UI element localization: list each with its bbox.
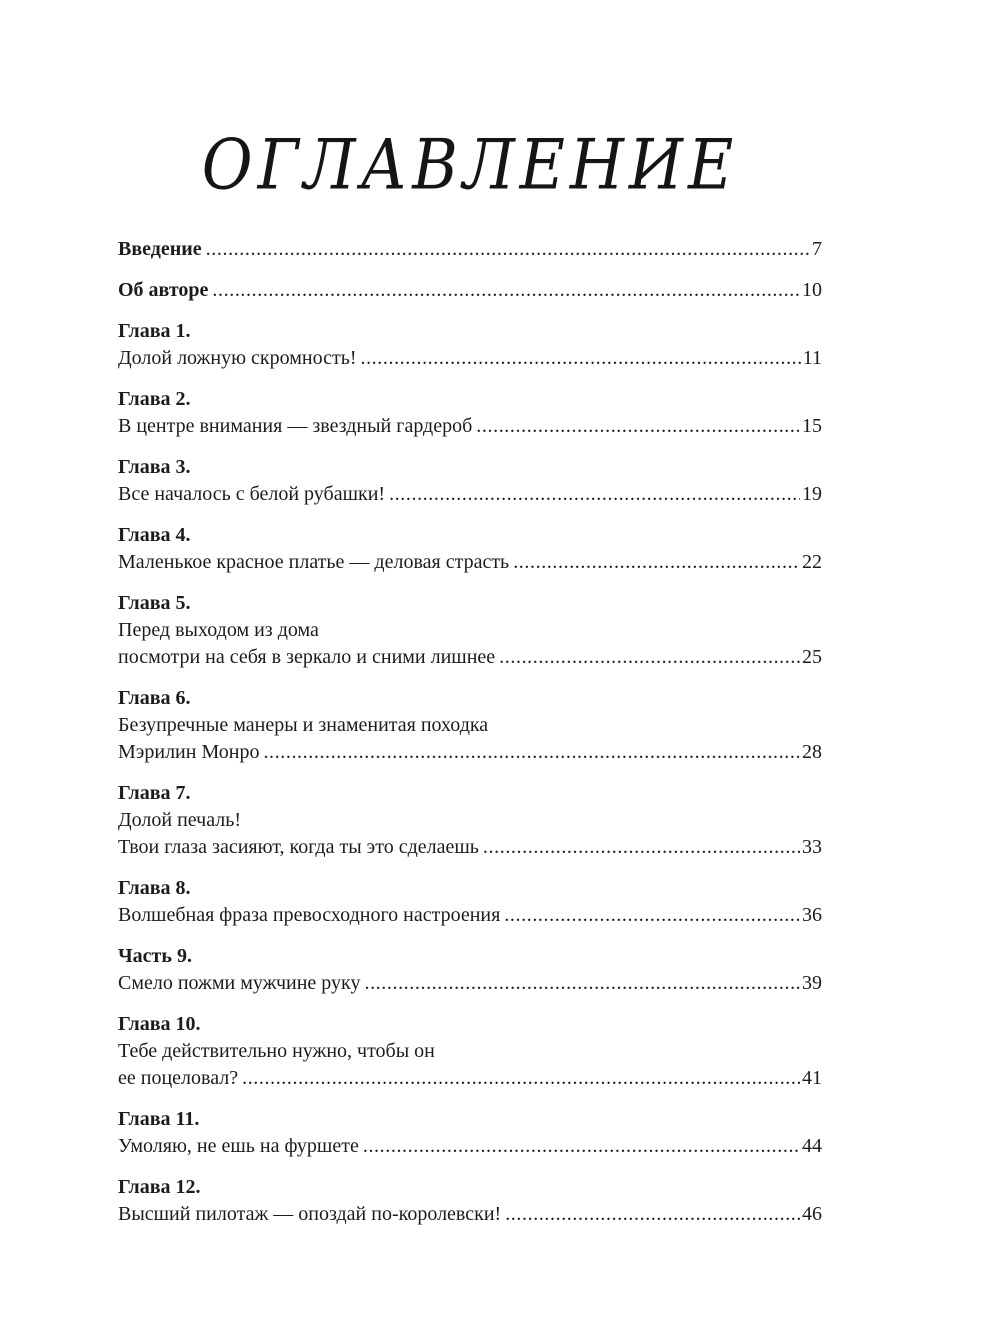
- chapter-title-line: Безупречные манеры и знаменитая походка: [118, 714, 489, 736]
- page-number: 44: [802, 1135, 822, 1157]
- chapter-title: Волшебная фраза превосходного настроения: [118, 904, 501, 926]
- page-number: 10: [802, 279, 822, 301]
- dot-leader: [476, 413, 800, 440]
- dot-leader: [364, 970, 800, 997]
- toc-entry[interactable]: [118, 318, 822, 372]
- chapter-label: Глава 5.: [118, 592, 191, 614]
- dot-leader: [363, 1133, 800, 1160]
- table-of-contents: [118, 236, 822, 1228]
- chapter-label: Глава 2.: [118, 388, 191, 410]
- chapter-title: посмотри на себя в зеркало и сними лишнее: [118, 646, 496, 668]
- chapter-title: Маленькое красное платье — деловая страсть: [118, 551, 510, 573]
- chapter-title: Твои глаза засияют, когда ты это сделаешь: [118, 836, 479, 858]
- chapter-label: Глава 7.: [118, 782, 191, 804]
- page-number: 41: [802, 1067, 822, 1089]
- toc-row: [118, 739, 822, 766]
- dot-leader: [389, 481, 800, 508]
- toc-entry[interactable]: [118, 590, 822, 671]
- page-number: 25: [802, 646, 822, 668]
- toc-entry[interactable]: [118, 236, 822, 263]
- toc-row: [118, 481, 822, 508]
- chapter-label: Глава 11.: [118, 1108, 200, 1130]
- chapter-title-line: Тебе действительно нужно, чтобы он: [118, 1040, 435, 1062]
- dot-leader: [499, 644, 800, 671]
- page-number: 39: [802, 972, 822, 994]
- chapter-title: Введение: [118, 238, 202, 260]
- chapter-title: Долой ложную скромность!: [118, 347, 357, 369]
- page-title: ОГЛАВЛЕНИЕ: [201, 123, 739, 206]
- chapter-label: Глава 12.: [118, 1176, 201, 1198]
- toc-entry[interactable]: [118, 277, 822, 304]
- chapter-label: Глава 3.: [118, 456, 191, 478]
- chapter-label: Часть 9.: [118, 945, 192, 967]
- toc-row: [118, 277, 822, 304]
- toc-entry[interactable]: [118, 1011, 822, 1092]
- toc-row: [118, 345, 822, 372]
- toc-entry[interactable]: [118, 1174, 822, 1228]
- chapter-label: Глава 8.: [118, 877, 191, 899]
- chapter-title: Все началось с белой рубашки!: [118, 483, 386, 505]
- dot-leader: [360, 345, 800, 372]
- chapter-label: Глава 4.: [118, 524, 191, 546]
- dot-leader: [206, 236, 810, 263]
- page-number: 22: [802, 551, 822, 573]
- toc-row: [118, 970, 822, 997]
- dot-leader: [513, 549, 800, 576]
- chapter-label: Глава 1.: [118, 320, 191, 342]
- toc-row: [118, 413, 822, 440]
- chapter-title: Умоляю, не ешь на фуршете: [118, 1135, 359, 1157]
- dot-leader: [483, 834, 800, 861]
- toc-entry[interactable]: [118, 522, 822, 576]
- chapter-title: ее поцеловал?: [118, 1067, 239, 1089]
- toc-entry[interactable]: [118, 454, 822, 508]
- chapter-title: Мэрилин Монро: [118, 741, 260, 763]
- toc-entry[interactable]: [118, 386, 822, 440]
- toc-row: [118, 834, 822, 861]
- chapter-title: Об авторе: [118, 279, 209, 301]
- toc-row: [118, 902, 822, 929]
- chapter-title-line: Перед выходом из дома: [118, 619, 319, 641]
- toc-row: [118, 1133, 822, 1160]
- toc-row: [118, 236, 822, 263]
- toc-row: [118, 549, 822, 576]
- toc-row: [118, 644, 822, 671]
- toc-entry[interactable]: [118, 943, 822, 997]
- page-number: 15: [802, 415, 822, 437]
- page-number: 19: [802, 483, 822, 505]
- page-number: 46: [802, 1203, 822, 1225]
- toc-entry[interactable]: [118, 685, 822, 766]
- chapter-label: Глава 10.: [118, 1013, 201, 1035]
- toc-row: [118, 1065, 822, 1092]
- toc-entry[interactable]: [118, 780, 822, 861]
- page-number: 28: [802, 741, 822, 763]
- dot-leader: [263, 739, 800, 766]
- toc-entry[interactable]: [118, 1106, 822, 1160]
- dot-leader: [504, 902, 800, 929]
- toc-entry[interactable]: [118, 875, 822, 929]
- dot-leader: [242, 1065, 800, 1092]
- page-number: 33: [802, 836, 822, 858]
- chapter-title-line: Долой печаль!: [118, 809, 242, 831]
- toc-row: [118, 1201, 822, 1228]
- dot-leader: [212, 277, 800, 304]
- chapter-title: Высший пилотаж — опоздай по-королевски!: [118, 1203, 502, 1225]
- page-number: 36: [802, 904, 822, 926]
- chapter-title: Смело пожми мужчине руку: [118, 972, 361, 994]
- chapter-title: В центре внимания — звездный гардероб: [118, 415, 473, 437]
- page-number: 11: [802, 347, 822, 369]
- dot-leader: [505, 1201, 800, 1228]
- page-number: 7: [812, 238, 822, 260]
- chapter-label: Глава 6.: [118, 687, 191, 709]
